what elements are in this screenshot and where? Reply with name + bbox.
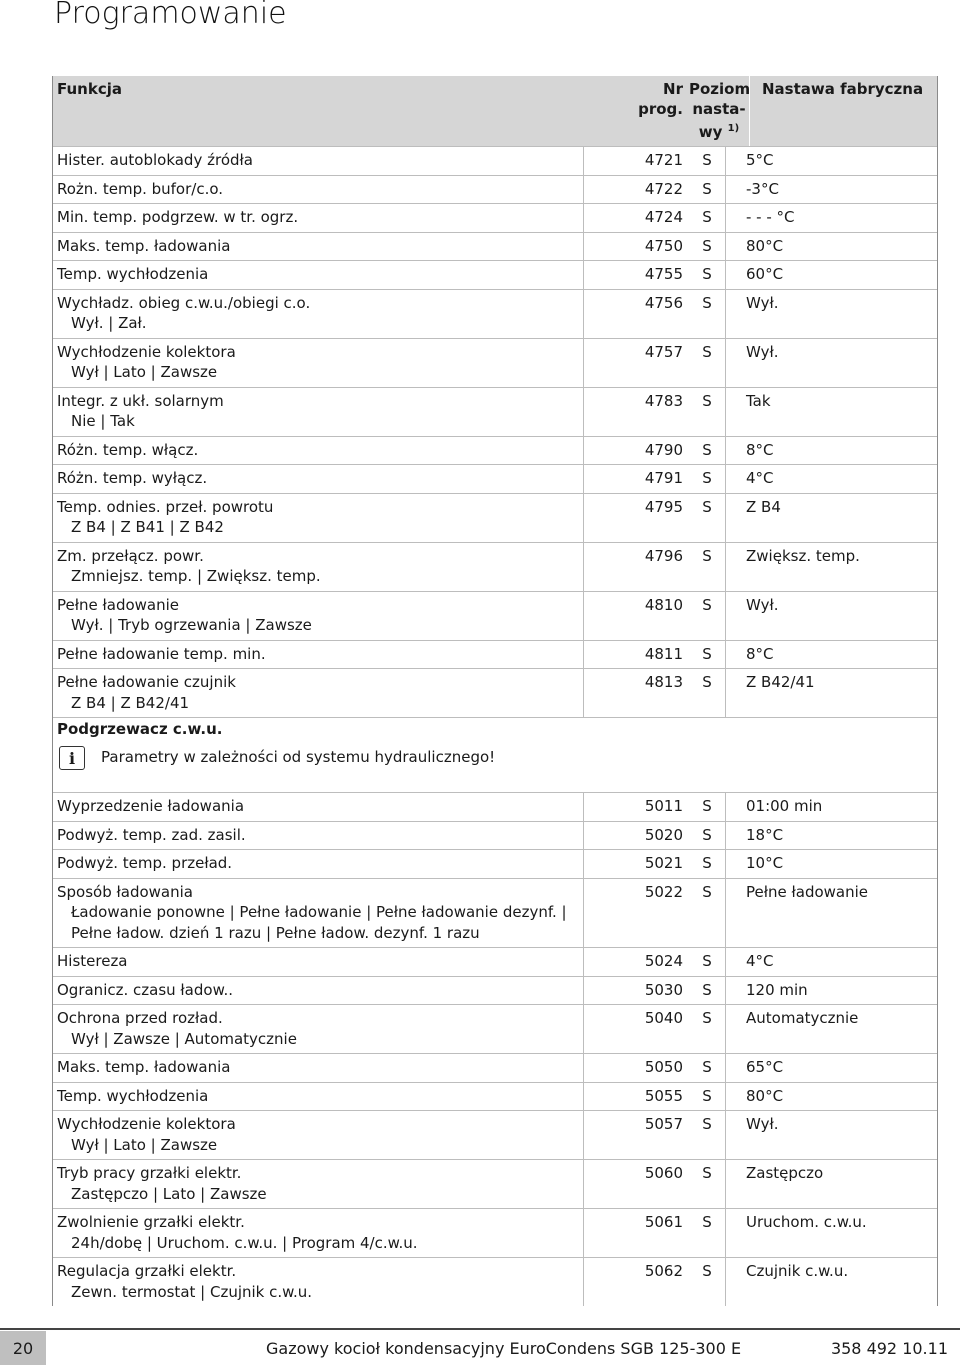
function-name: Zwolnienie grzałki elektr. <box>57 1213 245 1231</box>
cell-funkcja <box>53 233 583 261</box>
function-name: Sposób ładowania <box>57 882 193 901</box>
cell-funkcja <box>53 1209 583 1257</box>
table-row <box>53 1004 937 1053</box>
table-row <box>53 976 937 1005</box>
cell-nr: 4755 <box>583 261 689 289</box>
cell-funkcja <box>53 850 583 878</box>
function-name: Temp. odnies. przeł. powrotu <box>57 497 274 516</box>
page-number: 20 <box>0 1331 46 1365</box>
section-podgrzewacz <box>53 717 937 792</box>
function-options: Zewn. termostat | Czujnik c.w.u. <box>71 1282 313 1301</box>
cell-nastawa: - - - °C <box>725 204 937 232</box>
function-name: Zm. przełącz. powr. <box>57 546 204 565</box>
function-options: Z B4 | Z B42/41 <box>71 693 190 712</box>
cell-nastawa: 60°C <box>725 261 937 289</box>
cell-poziom: S <box>702 797 712 815</box>
cell-poziom: S <box>702 440 712 459</box>
function-name: Wychłodzenie kolektora <box>57 1115 236 1133</box>
function-options: Ładowanie ponowne | Pełne ładowanie | Pełne ładowanie dezynf. | <box>71 903 567 921</box>
cell-poziom: S <box>702 1115 712 1133</box>
function-name: Pełne ładowanie temp. min. <box>57 644 266 663</box>
table-row <box>53 1159 937 1208</box>
cell-nr: 5055 <box>583 1083 689 1111</box>
cell-nr: 5057 <box>583 1111 689 1159</box>
page-title: Programowanie <box>54 0 287 31</box>
header-poziom: Poziom nasta- wy $^{1)}$ <box>689 80 751 141</box>
table-row <box>53 387 937 436</box>
table-row <box>53 464 937 493</box>
cell-funkcja <box>53 388 583 436</box>
cell-poziom: S <box>702 1058 712 1076</box>
function-name: Integr. z ukł. solarnym <box>57 391 224 410</box>
function-name: Pełne ładowanie czujnik <box>57 673 236 691</box>
cell-nr: 5050 <box>583 1054 689 1082</box>
function-name: Temp. wychłodzenia <box>57 265 209 283</box>
cell-nr: 5022 <box>583 879 689 948</box>
cell-poziom: S <box>702 236 712 255</box>
cell-nr: 4813 <box>583 669 689 717</box>
cell-nr: 4750 <box>583 233 689 261</box>
table-row <box>53 232 937 261</box>
cell-nr: 4811 <box>583 641 689 669</box>
cell-nr: 5061 <box>583 1209 689 1257</box>
table-row <box>53 493 937 542</box>
cell-funkcja <box>53 822 583 850</box>
cell-poziom: S <box>702 1164 712 1182</box>
cell-nastawa: 8°C <box>725 437 937 465</box>
cell-poziom: S <box>702 546 712 565</box>
cell-poziom: S <box>702 595 712 614</box>
function-name: Temp. wychłodzenia <box>57 1086 209 1105</box>
cell-nastawa: Z B4 <box>725 494 937 542</box>
section-title: Podgrzewacz c.w.u. <box>57 720 223 738</box>
function-name: Min. temp. podgrzew. w tr. ogrz. <box>57 208 299 226</box>
cell-funkcja <box>53 176 583 204</box>
table-row <box>53 668 937 717</box>
cell-funkcja <box>53 793 583 821</box>
cell-poziom: S <box>702 1009 712 1027</box>
function-options: Wył | Lato | Zawsze <box>71 363 218 381</box>
cell-funkcja <box>53 948 583 976</box>
document-title: Gazowy kocioł kondensacyjny EuroCondens SGB 125-300 E <box>266 1338 742 1358</box>
cell-nr: 5021 <box>583 850 689 878</box>
cell-funkcja <box>53 261 583 289</box>
cell-funkcja <box>53 669 583 717</box>
cell-nr: 5020 <box>583 822 689 850</box>
table-row <box>53 1257 937 1306</box>
function-options: Zastępczo | Lato | Zawsze <box>71 1184 267 1203</box>
cell-poziom: S <box>702 179 712 198</box>
function-name: Podwyż. temp. zad. zasil. <box>57 825 246 844</box>
cell-poziom: S <box>702 342 712 361</box>
cell-nastawa: 80°C <box>725 1083 937 1111</box>
cell-nr: 4796 <box>583 543 689 591</box>
cell-nr: 4810 <box>583 592 689 640</box>
table-row <box>53 1053 937 1082</box>
cell-poziom: S <box>702 980 712 999</box>
table-row <box>53 792 937 821</box>
cell-nastawa: 5°C <box>725 147 937 175</box>
cell-funkcja <box>53 543 583 591</box>
table-row <box>53 849 937 878</box>
cell-nastawa: 65°C <box>725 1054 937 1082</box>
cell-nastawa: 8°C <box>725 641 937 669</box>
cell-funkcja <box>53 1258 583 1306</box>
cell-poziom: S <box>702 673 712 691</box>
function-name: Maks. temp. ładowania <box>57 1058 231 1076</box>
cell-nastawa: 01:00 min <box>725 793 937 821</box>
table-row <box>53 1110 937 1159</box>
cell-funkcja <box>53 977 583 1005</box>
cell-funkcja <box>53 339 583 387</box>
function-name: Ochrona przed rozład. <box>57 1009 223 1027</box>
function-name: Ogranicz. czasu ładow.. <box>57 980 234 999</box>
cell-funkcja <box>53 1111 583 1159</box>
table-row <box>53 542 937 591</box>
cell-nastawa: Zastępczo <box>725 1160 937 1208</box>
cell-nr: 5011 <box>583 793 689 821</box>
function-name: Hister. autoblokady źródła <box>57 151 253 169</box>
cell-nr: 4721 <box>583 147 689 175</box>
table-row <box>53 821 937 850</box>
parameter-table <box>52 76 938 1306</box>
cell-nastawa: Automatycznie <box>725 1005 937 1053</box>
cell-nr: 4795 <box>583 494 689 542</box>
cell-funkcja <box>53 1054 583 1082</box>
cell-nr: 4724 <box>583 204 689 232</box>
cell-funkcja <box>53 592 583 640</box>
document-code: 358 492 10.11 <box>830 1338 948 1358</box>
cell-nr: 4757 <box>583 339 689 387</box>
table-row <box>53 1208 937 1257</box>
cell-funkcja <box>53 1160 583 1208</box>
cell-nr: 5060 <box>583 1160 689 1208</box>
info-icon: i <box>59 746 85 770</box>
function-name: Różn. temp. wyłącz. <box>57 469 208 487</box>
cell-poziom: S <box>702 497 712 516</box>
table-header <box>53 76 937 146</box>
table-row <box>53 1082 937 1111</box>
cell-nastawa: 120 min <box>725 977 937 1005</box>
function-options: Wył. | Zał. <box>71 314 147 332</box>
table-row <box>53 175 937 204</box>
cell-nr: 5024 <box>583 948 689 976</box>
cell-poziom: S <box>702 952 712 970</box>
table-row <box>53 338 937 387</box>
cell-nr: 5062 <box>583 1258 689 1306</box>
function-name: Wychłodzenie kolektora <box>57 342 236 361</box>
function-options: Zmniejsz. temp. | Zwiększ. temp. <box>71 567 321 585</box>
cell-funkcja <box>53 1005 583 1053</box>
function-options: Wył | Zawsze | Automatycznie <box>71 1029 297 1048</box>
function-name: Tryb pracy grzałki elektr. <box>57 1164 242 1182</box>
cell-poziom: S <box>702 644 712 663</box>
cell-nastawa: Tak <box>725 388 937 436</box>
section-note: Parametry w zależności od systemu hydraulicznego! <box>101 748 496 766</box>
cell-poziom: S <box>702 391 712 410</box>
cell-nastawa: Wył. <box>725 339 937 387</box>
function-options: 24h/dobę | Uruchom. c.w.u. | Program 4/c.w.u. <box>71 1233 418 1252</box>
cell-funkcja <box>53 204 583 232</box>
cell-nr: 4756 <box>583 290 689 338</box>
cell-poziom: S <box>702 1262 712 1280</box>
function-name: Podwyż. temp. przeład. <box>57 854 233 872</box>
cell-nastawa: 4°C <box>725 948 937 976</box>
function-name: Wychładz. obieg c.w.u./obiegi c.o. <box>57 293 311 312</box>
cell-funkcja <box>53 465 583 493</box>
function-name: Maks. temp. ładowania <box>57 236 231 255</box>
table-row <box>53 203 937 232</box>
function-options: Wył | Lato | Zawsze <box>71 1135 218 1154</box>
page-footer <box>0 1328 960 1366</box>
cell-poziom: S <box>702 825 712 844</box>
cell-funkcja <box>53 641 583 669</box>
cell-poziom: S <box>702 854 712 872</box>
function-name: Regulacja grzałki elektr. <box>57 1262 237 1280</box>
function-name: Pełne ładowanie <box>57 595 180 614</box>
cell-nr: 5030 <box>583 977 689 1005</box>
table-row <box>53 947 937 976</box>
cell-nastawa: 4°C <box>725 465 937 493</box>
cell-nr: 5040 <box>583 1005 689 1053</box>
cell-nastawa: Zwiększ. temp. <box>725 543 937 591</box>
cell-poziom: S <box>702 208 712 226</box>
cell-funkcja <box>53 494 583 542</box>
cell-nastawa: Z B42/41 <box>725 669 937 717</box>
header-funkcja: Funkcja <box>57 80 122 98</box>
table-row <box>53 436 937 465</box>
cell-nastawa: Uruchom. c.w.u. <box>725 1209 937 1257</box>
function-options-2: Pełne ładow. dzień 1 razu | Pełne ładow. dezynf. 1 razu <box>71 923 480 942</box>
function-name: Różn. temp. włącz. <box>57 440 199 459</box>
cell-nr: 4783 <box>583 388 689 436</box>
table-row <box>53 289 937 338</box>
cell-poziom: S <box>702 293 712 312</box>
cell-nastawa: -3°C <box>725 176 937 204</box>
cell-poziom: S <box>702 469 712 487</box>
cell-poziom: S <box>702 151 712 169</box>
cell-poziom: S <box>702 265 712 283</box>
function-name: Rożn. temp. bufor/c.o. <box>57 179 224 198</box>
cell-funkcja <box>53 879 583 948</box>
cell-poziom: S <box>702 1213 712 1231</box>
cell-funkcja <box>53 147 583 175</box>
function-name: Wyprzedzenie ładowania <box>57 797 245 815</box>
cell-nr: 4790 <box>583 437 689 465</box>
cell-nr: 4791 <box>583 465 689 493</box>
cell-nastawa: 18°C <box>725 822 937 850</box>
cell-funkcja <box>53 1083 583 1111</box>
cell-nastawa: Wył. <box>725 592 937 640</box>
table-row <box>53 146 937 175</box>
cell-funkcja <box>53 290 583 338</box>
cell-nastawa: 10°C <box>725 850 937 878</box>
cell-poziom: S <box>702 882 712 901</box>
header-nr: Nr prog. <box>638 80 683 118</box>
header-nastawa: Nastawa fabryczna <box>749 76 937 146</box>
table-row <box>53 878 937 948</box>
cell-funkcja <box>53 437 583 465</box>
function-options: Z B4 | Z B41 | Z B42 <box>71 518 224 536</box>
cell-nastawa: 80°C <box>725 233 937 261</box>
cell-nastawa: Wył. <box>725 290 937 338</box>
function-options: Wył. | Tryb ogrzewania | Zawsze <box>71 616 312 634</box>
function-name: Histereza <box>57 952 128 970</box>
table-row <box>53 640 937 669</box>
cell-nastawa: Czujnik c.w.u. <box>725 1258 937 1306</box>
function-options: Nie | Tak <box>71 412 135 430</box>
table-row <box>53 591 937 640</box>
cell-poziom: S <box>702 1086 712 1105</box>
cell-nastawa: Wył. <box>725 1111 937 1159</box>
table-row <box>53 260 937 289</box>
cell-nr: 4722 <box>583 176 689 204</box>
cell-nastawa: Pełne ładowanie <box>725 879 937 948</box>
